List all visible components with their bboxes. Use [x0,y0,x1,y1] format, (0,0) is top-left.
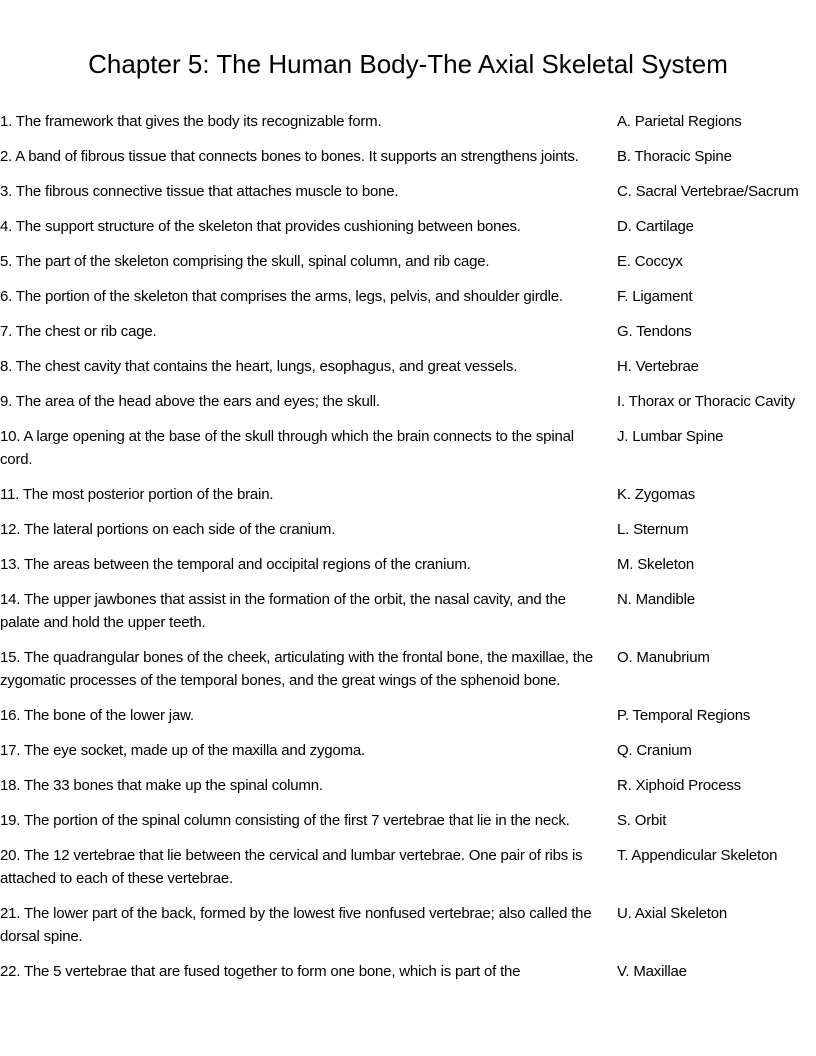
question-item: 9. The area of the head above the ears and eyes; the skull. [0,393,380,410]
matching-row [0,110,816,133]
matching-row [0,215,816,238]
answer-item: A. Parietal Regions [617,113,742,130]
question-item: 3. The fibrous connective tissue that attaches muscle to bone. [0,183,399,200]
answer-item: S. Orbit [617,812,667,829]
question-item: 11. The most posterior portion of the brain. [0,486,274,503]
question-item: 17. The eye socket, made up of the maxilla and zygoma. [0,742,365,759]
question-item: 10. A large opening at the base of the skull through which the brain connects to the spinal cord. [0,428,574,468]
answer-item: L. Sternum [617,521,689,538]
answer-item: G. Tendons [617,323,692,340]
question-item: 13. The areas between the temporal and occipital regions of the cranium. [0,556,471,573]
question-item: 18. The 33 bones that make up the spinal column. [0,777,323,794]
question-item: 21. The lower part of the back, formed by the lowest five nonfused vertebrae; also called the dorsal spine. [0,905,592,945]
answer-item: T. Appendicular Skeleton [617,847,778,864]
matching-list [0,110,816,983]
answer-item: P. Temporal Regions [617,707,751,724]
answer-item: U. Axial Skeleton [617,905,727,922]
answer-item: Q. Cranium [617,742,692,759]
matching-row [0,180,816,203]
question-item: 6. The portion of the skeleton that comprises the arms, legs, pelvis, and shoulder girdle. [0,288,563,305]
matching-row [0,739,816,762]
matching-row [0,250,816,273]
answer-item: H. Vertebrae [617,358,699,375]
question-item: 15. The quadrangular bones of the cheek, articulating with the frontal bone, the maxillae, the zygomatic processes of the temporal bones, and the great wings of the sphenoid bone. [0,649,593,689]
matching-row [0,483,816,506]
answer-item: E. Coccyx [617,253,683,270]
answer-item: D. Cartilage [617,218,694,235]
question-item: 12. The lateral portions on each side of the cranium. [0,521,336,538]
question-item: 4. The support structure of the skeleton that provides cushioning between bones. [0,218,521,235]
matching-row [0,320,816,343]
matching-row [0,518,816,541]
question-item: 19. The portion of the spinal column consisting of the first 7 vertebrae that lie in the neck. [0,812,570,829]
answer-item: C. Sacral Vertebrae/Sacrum [617,183,799,200]
matching-row [0,390,816,413]
matching-row [0,844,816,890]
question-item: 16. The bone of the lower jaw. [0,707,194,724]
answer-item: N. Mandible [617,591,695,608]
answer-item: K. Zygomas [617,486,696,503]
answer-item: J. Lumbar Spine [617,428,724,445]
matching-row [0,774,816,797]
matching-row [0,553,816,576]
answer-item: R. Xiphoid Process [617,777,741,794]
matching-row [0,355,816,378]
page-title: Chapter 5: The Human Body-The Axial Skeletal System [88,49,728,79]
matching-row [0,425,816,471]
answer-item: O. Manubrium [617,649,710,666]
question-item: 22. The 5 vertebrae that are fused together to form one bone, which is part of the [0,963,521,980]
question-item: 14. The upper jawbones that assist in the formation of the orbit, the nasal cavity, and the palate and hold the upper teeth. [0,591,566,631]
matching-row [0,285,816,308]
matching-row [0,960,816,983]
matching-row [0,646,816,692]
answer-item: V. Maxillae [617,963,687,980]
matching-row [0,145,816,168]
answer-item: F. Ligament [617,288,693,305]
answer-item: B. Thoracic Spine [617,148,732,165]
question-item: 5. The part of the skeleton comprising the skull, spinal column, and rib cage. [0,253,490,270]
question-item: 8. The chest cavity that contains the heart, lungs, esophagus, and great vessels. [0,358,518,375]
matching-row [0,704,816,727]
matching-row [0,588,816,634]
matching-row [0,902,816,948]
question-item: 2. A band of fibrous tissue that connects bones to bones. It supports an strengthens joints. [0,148,579,165]
question-item: 7. The chest or rib cage. [0,323,157,340]
answer-item: I. Thorax or Thoracic Cavity [617,393,796,410]
answer-item: M. Skeleton [617,556,695,573]
question-item: 20. The 12 vertebrae that lie between the cervical and lumbar vertebrae. One pair of ribs is attached to each of these vertebrae. [0,847,583,887]
question-item: 1. The framework that gives the body its recognizable form. [0,113,382,130]
matching-row [0,809,816,832]
